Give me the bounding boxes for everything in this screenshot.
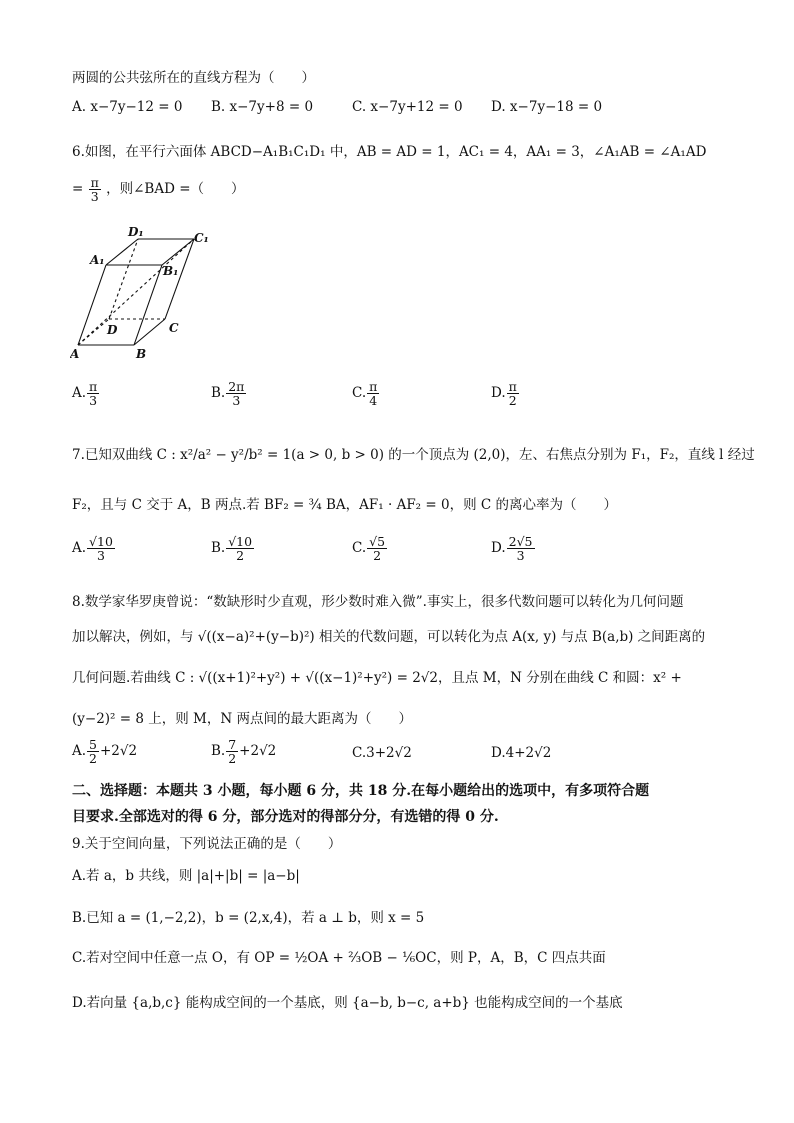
label-C: C [169,321,179,335]
q7-stem-line2: F₂，且与 C 交于 A，B 两点.若 BF₂ = ¾ BA，AF₁ · AF₂ = 0，则 C 的离心率为（ ） [72,497,617,513]
q6-stem-line2 [72,176,245,203]
parallelepiped-figure [70,222,220,362]
label-D1: D₁ [128,225,144,239]
q7-option-c: C. $\frac{√5}{2}$ [352,534,386,564]
label-C1: C₁ [194,231,209,245]
q8-option-c: C.3+2√2 [352,745,412,761]
q9-option-d: D.若向量 {a,b,c} 能构成空间的一个基底，则 {a−b, b−c, a+b} 也能构成空间的一个基底 [72,995,623,1011]
q9-stem: 9.关于空间向量，下列说法正确的是（ ） [72,836,342,852]
q6-stem-line1: 6.如图，在平行六面体 ABCD−A₁B₁C₁D₁ 中，AB = AD = 1，AC₁ = 4，AA₁ = 3，∠A₁AB = ∠A₁AD [72,144,707,160]
q6-option-a: A. $\frac{\pi}{3}$ [72,379,98,409]
q6-tail: ，则∠BAD =（ ） [106,181,245,198]
q8-option-b: B. $\frac{7}{2}$ +2√2 [211,737,277,767]
q6-option-d: D. $\frac{\pi}{2}$ [491,379,517,409]
label-A1: A₁ [90,253,105,267]
label-B1: B₁ [163,264,179,278]
q8-option-d: D.4+2√2 [491,745,552,761]
q8-stem-line1: 8.数学家华罗庚曾说：“数缺形时少直观，形少数时难入微”.事实上，很多代数问题可以转化为几何问题 [72,594,684,610]
q9-option-b: B.已知 a = (1,−2,2)，b = (2,x,4)，若 a ⊥ b，则 x = 5 [72,910,425,926]
q7-option-d: D. $\frac{2√5}{3}$ [491,534,533,564]
section-2-heading-line1: 二、选择题：本题共 3 小题，每小题 6 分，共 18 分.在每小题给出的选项中，有多项符合题 [72,783,650,799]
section-2-heading-line2: 目要求.全部选对的得 6 分，部分选对的得部分分，有选错的得 0 分. [72,809,499,825]
q6-eq: = [72,181,84,198]
q9-option-c: C.若对空间中任意一点 O，有 OP = ½OA + ⅔OB − ⅙OC，则 P，A，B，C 四点共面 [72,950,606,966]
option-b: B. x−7y+8 = 0 [211,99,314,115]
q6-option-c: C. $\frac{\pi}{4}$ [352,379,378,409]
q8-option-a: A. $\frac{5}{2}$ +2√2 [72,737,138,767]
q6-frac: $\frac{\pi}{3}$ [90,175,99,205]
q6-option-b: B. $\frac{2\pi}{3}$ [211,379,245,409]
q7-option-b: B. $\frac{√10}{2}$ [211,534,253,564]
label-D: D [107,323,118,337]
q7-option-a: A. $\frac{√10}{3}$ [72,534,113,564]
option-c: C. x−7y+12 = 0 [352,99,463,115]
label-B: B [136,347,147,361]
label-A: A [70,347,80,361]
option-a: A. x−7y−12 = 0 [72,99,183,115]
q8-stem-line3: 几何问题.若曲线 C : √((x+1)²+y²) + √((x−1)²+y²) = 2√2，且点 M，N 分别在曲线 C 和圆：x² + [72,670,682,686]
q8-stem-line4: (y−2)² = 8 上，则 M，N 两点间的最大距离为（ ） [72,711,412,727]
option-d: D. x−7y−18 = 0 [491,99,603,115]
q9-option-a: A.若 a，b 共线，则 |a|+|b| = |a−b| [72,868,300,884]
q7-stem-line1: 7.已知双曲线 C : x²/a² − y²/b² = 1(a > 0, b > 0) 的一个顶点为 (2,0)，左、右焦点分别为 F₁，F₂，直线 l 经过 [72,447,755,463]
q8-stem-line2: 加以解决，例如，与 √((x−a)²+(y−b)²) 相关的代数问题，可以转化为点 A(x, y) 与点 B(a,b) 之间距离的 [72,629,706,645]
line-1: 两圆的公共弦所在的直线方程为（ ） [72,70,315,86]
